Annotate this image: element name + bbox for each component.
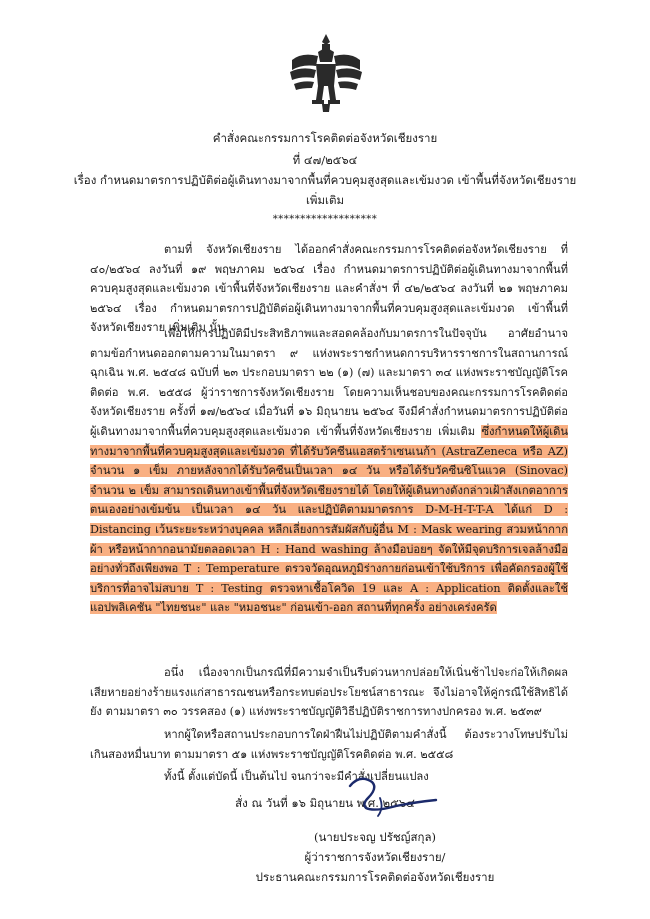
paragraph-5-text: ทั้งนี้ ตั้งแต่บัดนี้ เป็นต้นไป จนกว่าจะมีคำสั่งเปลี่ยนแปลง xyxy=(164,770,429,783)
highlighted-text: ซึ่งกำหนดให้ผู้เดินทางมาจากพื้นที่ควบคุมสูงสุดและเข้มงวด ที่ได้รับวัคซีนแอสตร้าเซนเนก้า (AstraZeneca หรือ AZ) จำนวน ๑ เข็ม ภายหลังจากได้รับวัคซีนเป็นเวลา ๑๔ วัน หรือได้รับวัคซีนซิโนแวค (Sinovac) จำนวน ๒ เข็ม สามารถเดินทางเข้าพื้นที่จังหวัดเชียงรายได้ โดยให้ผู้เดินทางดังกล่าวเฝ้าสังเกตอาการตนเองอย่างเข้มข้น เป็นเวลา ๑๔ วัน และปฏิบัติตามมาตรการ D-M-H-T-T-A ได้แก่ D : Distancing เว้นระยะระหว่างบุคคล หลีกเลี่ยงการสัมผัสกับผู้อื่น M : Mask wearing สวมหน้ากากผ้า หรือหน้ากากอนามัยตลอดเวลา H : Hand washing ล้างมือบ่อยๆ จัดให้มีจุดบริการเจลล้างมืออย่างทั่วถึงเพียงพอ T : Temperature ตรวจวัดอุณหภูมิร่างกายก่อนเข้าใช้บริการ เพื่อคัดกรองผู้ใช้บริการที่อาจไม่สบาย T : Testing ตรวจหาเชื้อโควิด 19 และ A : Application ติดตั้งและใช้แอปพลิเคชัน "ไทยชนะ" และ "หมอชนะ" ก่อนเข้า-ออก สถานที่ทุกครั้ง อย่างเคร่งครัด xyxy=(90,424,568,615)
paragraph-2-text: เพื่อให้การปฏิบัติมีประสิทธิภาพและสอดคล้องกับมาตรการในปัจจุบัน อาศัยอำนาจตามข้อกำหนดออกตามความในมาตรา ๙ แห่งพระราชกำหนดการบริหารราชการในสถานการณ์ฉุกเฉิน พ.ศ. ๒๕๔๘ ฉบับที่ ๒๓ ประกอบมาตรา ๒๒ (๑) (๗) และมาตรา ๓๔ แห่งพระราชบัญญัติโรคติดต่อ พ.ศ. ๒๕๕๘ ผู้ว่าราชการจังหวัดเชียงราย โดยความเห็นชอบของคณะกรรมการโรคติดต่อจังหวัดเชียงราย ครั้งที่ ๑๗/๒๕๖๔ เมื่อวันที่ ๑๖ มิถุนายน ๒๕๖๔ จึงมีคำสั่งกำหนดมาตรการปฏิบัติต่อผู้เดินทางมาจากพื้นที่ควบคุมสูงสุดและเข้มงวด เข้าพื้นที่จังหวัดเชียงราย เพิ่มเติม xyxy=(90,327,568,438)
paragraph-1-text: ตามที่ จังหวัดเชียงราย ได้ออกคำสั่งคณะกรรมการโรคติดต่อจังหวัดเชียงราย ที่ ๔๐/๒๕๖๔ ลงวันที่ ๑๙ พฤษภาคม ๒๕๖๔ เรื่อง กำหนดมาตรการปฏิบัติต่อผู้เดินทางมาจากพื้นที่ควบคุมสูงสุดและเข้มงวด เข้าพื้นที่จังหวัดเชียงราย และคำสั่งฯ ที่ ๔๒/๒๕๖๔ ลงวันที่ ๒๑ พฤษภาคม ๒๕๖๔ เรื่อง กำหนดมาตรการปฏิบัติต่อผู้เดินทางมาจากพื้นที่ควบคุมสูงสุดและเข้มงวด เข้าพื้นที่จังหวัดเชียงราย เพิ่มเติม นั้น xyxy=(90,243,568,335)
signatory-title-1: ผู้ว่าราชการจังหวัดเชียงราย/ xyxy=(304,850,446,864)
signatory-title-2: ประธานคณะกรรมการโรคติดต่อจังหวัดเชียงราย xyxy=(255,870,495,884)
paragraph-4-text: หากผู้ใดหรือสถานประกอบการใดฝ่าฝืนไม่ปฏิบัติตามคำสั่งนี้ ต้องระวางโทษปรับไม่เกินสองหมื่นบาท ตามมาตรา ๕๑ แห่งพระราชบัญญัติโรคติดต่อ พ.ศ. ๒๕๕๘ xyxy=(90,728,568,761)
order-subject-cont: เพิ่มเติม xyxy=(305,193,345,207)
separator: ******************* xyxy=(272,214,378,225)
signatory-name: (นายประจญ ปรัชญ์สกุล) xyxy=(314,830,436,844)
paragraph-4 xyxy=(90,725,568,764)
order-subject: เรื่อง กำหนดมาตรการปฏิบัติต่อผู้เดินทางมาจากพื้นที่ควบคุมสูงสุดและเข้มงวด เข้าพื้นที่จังหวัดเชียงราย xyxy=(73,173,577,187)
paragraph-2 xyxy=(90,324,568,618)
garuda-emblem-icon xyxy=(288,30,364,114)
paragraph-3-text: อนึ่ง เนื่องจากเป็นกรณีที่มีความจำเป็นรีบด่วนหากปล่อยให้เนิ่นช้าไปจะก่อให้เกิดผลเสียหายอย่างร้ายแรงแก่สาธารณชนหรือกระทบต่อประโยชน์สาธารณะ จึงไม่อาจให้คู่กรณีใช้สิทธิได้ยัง ตามมาตรา ๓๐ วรรคสอง (๑) แห่งพระราชบัญญัติวิธีปฏิบัติราชการทางปกครอง พ.ศ. ๒๕๓๙ xyxy=(90,666,568,719)
order-number: ที่ ๔๗/๒๕๖๔ xyxy=(292,153,358,167)
signature-icon xyxy=(320,768,450,828)
order-title: คำสั่งคณะกรรมการโรคติดต่อจังหวัดเชียงราย xyxy=(212,131,438,145)
paragraph-3 xyxy=(90,663,568,722)
issued-date: สั่ง ณ วันที่ ๑๖ มิถุนายน พ.ศ. ๒๕๖๔ xyxy=(235,796,415,810)
